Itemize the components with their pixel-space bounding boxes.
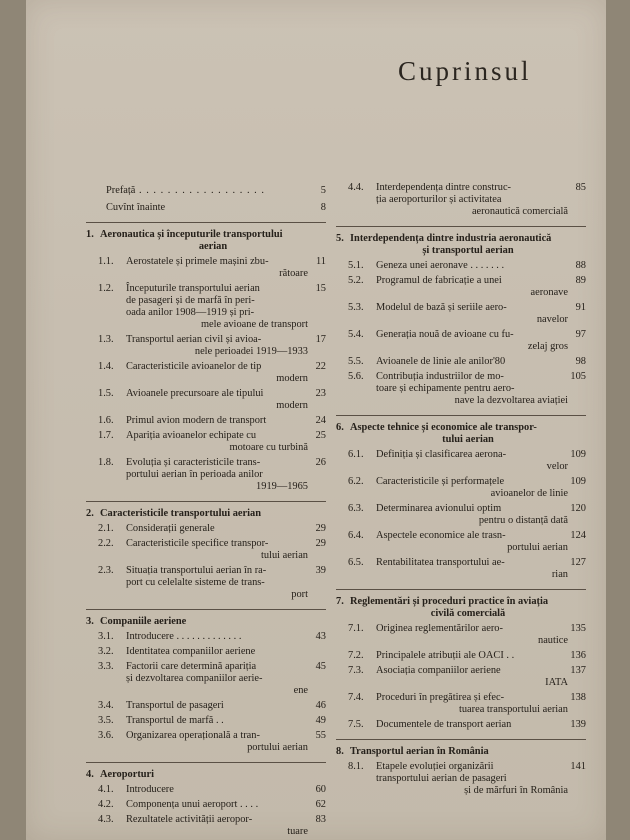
entry-line: Geneza unei aeronave . . . . . . .	[376, 260, 505, 271]
entry-line-last: nele perioadei 1919—1933	[194, 346, 308, 357]
toc-entry	[86, 334, 326, 358]
section-heading-line	[336, 422, 586, 434]
entry-number: 7.4.	[348, 692, 364, 703]
entry-title	[126, 538, 308, 562]
toc-entry	[86, 784, 326, 796]
entry-line-last: modern	[276, 373, 308, 384]
toc-entry	[336, 623, 586, 647]
entry-line-last: navelor	[536, 314, 568, 325]
entry-line: portului aerian în perioada anilor	[126, 469, 263, 480]
entry-page: 17	[315, 334, 326, 345]
entry-title	[126, 256, 308, 280]
toc-section	[86, 762, 326, 838]
entry-line-last: velor	[546, 461, 568, 472]
entry-page: 97	[575, 329, 586, 340]
section-number: 8.	[336, 746, 344, 757]
entry-title	[126, 730, 308, 754]
section-divider	[86, 222, 326, 223]
section-heading-line	[336, 233, 586, 245]
entry-line: Evoluția și caracteristicile trans-	[126, 457, 261, 468]
entry-number: 6.4.	[348, 530, 364, 541]
toc-section	[336, 589, 586, 731]
section-title: Transportul aerian în România	[350, 746, 489, 757]
toc-entry	[336, 275, 586, 299]
entry-title	[126, 646, 308, 658]
entry-title	[126, 457, 308, 493]
section-title-cont: tului aerian	[442, 434, 494, 445]
section-title: Companiile aeriene	[100, 616, 187, 627]
entry-page: 89	[575, 275, 586, 286]
toc-entry	[86, 799, 326, 811]
entry-title	[376, 623, 568, 647]
entry-line-last: pentru o distanță dată	[478, 515, 568, 526]
entry-line: Modelul de bază și seriile aero-	[376, 302, 507, 313]
section-heading-line	[86, 229, 326, 241]
section-heading-line	[86, 508, 326, 520]
toc-entry	[336, 329, 586, 353]
entry-line-last: tuare	[287, 826, 308, 837]
entry-number: 4.3.	[98, 814, 114, 825]
entry-line-last: nautice	[538, 635, 568, 646]
entry-title	[126, 523, 308, 535]
entry-number: 3.4.	[98, 700, 114, 711]
entry-line: transportului aerian de pasageri	[376, 773, 507, 784]
entry-page: 98	[575, 356, 586, 367]
entry-line-last: portului aerian	[507, 542, 568, 553]
entry-line-last: IATA	[545, 677, 568, 688]
toc-entry	[86, 430, 326, 454]
entry-page: 43	[315, 631, 326, 642]
section-number: 7.	[336, 596, 344, 607]
entry-page: 46	[315, 700, 326, 711]
entry-title	[376, 719, 568, 731]
entry-page: 60	[315, 784, 326, 795]
entry-line: Aerostatele și primele mașini zbu-	[126, 256, 269, 267]
entry-number: 7.1.	[348, 623, 364, 634]
toc-entry	[336, 260, 586, 272]
entry-line: Începuturile transportului aerian	[126, 283, 260, 294]
entry-number: 2.3.	[98, 565, 114, 576]
entry-line-last: portului aerian	[247, 742, 308, 753]
entry-number: 5.2.	[348, 275, 364, 286]
section-number: 1.	[86, 229, 94, 240]
entry-title	[126, 799, 308, 811]
section-title-cont: aerian	[198, 241, 228, 252]
entry-number: 5.3.	[348, 302, 364, 313]
toc-entry	[336, 371, 586, 407]
entry-line-last: mele avioane de transport	[200, 319, 308, 330]
entry-title	[376, 182, 568, 218]
entry-line: Considerații generale	[126, 523, 215, 534]
toc-entry	[336, 719, 586, 731]
entry-line: Rentabilitatea transportului ae-	[376, 557, 505, 568]
entry-line: Avioanele de linie ale anilor'80	[376, 356, 506, 367]
toc-entry	[86, 415, 326, 427]
entry-number: 5.5.	[348, 356, 364, 367]
entry-page: 29	[315, 523, 326, 534]
entry-title	[376, 503, 568, 527]
toc-entry	[86, 730, 326, 754]
entry-line: Proceduri în pregătirea și efec-	[376, 692, 505, 703]
entry-title	[126, 283, 308, 331]
section-heading	[336, 233, 586, 257]
entry-line: Definiția și clasificarea aerona-	[376, 449, 507, 460]
entry-line: Caracteristicile avioanelor de tip	[126, 361, 262, 372]
toc-entry	[336, 665, 586, 689]
entry-page: 25	[315, 430, 326, 441]
entry-page: 49	[315, 715, 326, 726]
entry-title	[376, 329, 568, 353]
entry-number: 5.4.	[348, 329, 364, 340]
section-number: 5.	[336, 233, 344, 244]
entry-line: Generația nouă de avioane cu fu-	[376, 329, 514, 340]
entry-number: 1.3.	[98, 334, 114, 345]
entry-title	[126, 784, 308, 796]
entry-page: 109	[570, 449, 586, 460]
toc-entry	[336, 692, 586, 716]
entry-line: oada anilor 1908—1919 și pri-	[126, 307, 255, 318]
entry-number: 1.8.	[98, 457, 114, 468]
toc-section	[336, 415, 586, 581]
entry-title	[126, 715, 308, 727]
toc-entry	[86, 538, 326, 562]
entry-line: Contribuția industriilor de mo-	[376, 371, 504, 382]
toc-section	[336, 739, 586, 797]
entry-line: Transportul de pasageri	[126, 700, 224, 711]
entry-number: 3.6.	[98, 730, 114, 741]
toc-section	[86, 609, 326, 754]
section-title: Aeronautica și începuturile transportului	[100, 229, 283, 240]
entry-line-last: nave la dezvoltarea aviației	[454, 395, 568, 406]
entry-number: 4.1.	[98, 784, 114, 795]
entry-number: 3.5.	[98, 715, 114, 726]
entry-line-last: rian	[551, 569, 568, 580]
entry-title	[126, 361, 308, 385]
section-divider	[336, 415, 586, 416]
entry-line-last: zelaj gros	[527, 341, 568, 352]
section-divider	[86, 762, 326, 763]
entry-line: ția aeroporturilor și activitatea	[376, 194, 502, 205]
entry-page: 137	[570, 665, 586, 676]
section-heading-line	[336, 746, 586, 758]
entry-page	[308, 646, 326, 658]
entry-line: Documentele de transport aerian	[376, 719, 512, 730]
section-divider	[86, 609, 326, 610]
entry-page: 109	[570, 476, 586, 487]
toc-entry	[336, 182, 586, 218]
entry-title	[126, 814, 308, 838]
section-number: 3.	[86, 616, 94, 627]
entry-number: 6.3.	[348, 503, 364, 514]
toc-right-column	[336, 182, 586, 797]
toc-entry	[86, 256, 326, 280]
entry-page: 45	[315, 661, 326, 672]
entry-line: și dezvoltarea companiilor aerie-	[126, 673, 263, 684]
section-number: 2.	[86, 508, 94, 519]
entry-number: 2.2.	[98, 538, 114, 549]
entry-line-last: port	[291, 589, 308, 600]
entry-page: 141	[570, 761, 586, 772]
entry-line: Interdependența dintre construc-	[376, 182, 512, 193]
toc-entry	[336, 503, 586, 527]
entry-line: Caracteristicile specifice transpor-	[126, 538, 269, 549]
entry-title	[376, 530, 568, 554]
section-divider	[336, 739, 586, 740]
toc-entry	[336, 356, 586, 368]
entry-line-last: motoare cu turbină	[229, 442, 308, 453]
entry-line: Primul avion modern de transport	[126, 415, 267, 426]
section-heading	[336, 746, 586, 758]
entry-line: Rezultatele activității aeropor-	[126, 814, 253, 825]
entry-page: 127	[570, 557, 586, 568]
entry-line: Transportul aerian civil și avioa-	[126, 334, 262, 345]
entry-title	[376, 650, 568, 662]
toc-section	[86, 501, 326, 601]
entry-line-last: ene	[293, 685, 308, 696]
entry-line: Originea reglementărilor aero-	[376, 623, 503, 634]
entry-title	[376, 557, 568, 581]
entry-number: 3.3.	[98, 661, 114, 672]
section-title: Interdependența dintre industria aeronautică	[350, 233, 552, 244]
entry-line: Etapele evoluției organizării	[376, 761, 494, 772]
entry-number: 5.6.	[348, 371, 364, 382]
entry-line-last: 1919—1965	[256, 481, 308, 492]
entry-line: Introducere	[126, 784, 174, 795]
section-title: Aeroporturi	[100, 769, 155, 780]
entry-number: 7.3.	[348, 665, 364, 676]
book-page	[26, 0, 606, 840]
entry-number: 5.1.	[348, 260, 364, 271]
entry-title	[126, 334, 308, 358]
toc-left-column	[86, 182, 326, 838]
entry-line: Organizarea operațională a tran-	[126, 730, 260, 741]
entry-title	[376, 449, 568, 473]
entry-line: Caracteristicile și performațele	[376, 476, 505, 487]
entry-line: Determinarea avionului optim	[376, 503, 502, 514]
entry-page: 138	[570, 692, 586, 703]
toc-entry	[86, 631, 326, 643]
toc-entry	[336, 650, 586, 662]
entry-line-last: aeronave	[530, 287, 568, 298]
entry-page: 91	[575, 302, 586, 313]
section-divider	[336, 589, 586, 590]
toc-entry	[86, 283, 326, 331]
entry-line: Transportul de marfă . .	[126, 715, 224, 726]
entry-page: 120	[570, 503, 586, 514]
entry-number: 7.5.	[348, 719, 364, 730]
entry-line: Programul de fabricație a unei	[376, 275, 502, 286]
entry-number: 3.2.	[98, 646, 114, 657]
entry-title	[376, 302, 568, 326]
toc-entry	[86, 388, 326, 412]
entry-title	[126, 430, 308, 454]
toc-entry	[86, 361, 326, 385]
section-number: 4.	[86, 769, 94, 780]
section-divider	[86, 501, 326, 502]
entry-page: 15	[315, 283, 326, 294]
entry-line: Introducere . . . . . . . . . . . . .	[126, 631, 242, 642]
entry-title	[376, 356, 568, 368]
entry-number: 4.2.	[98, 799, 114, 810]
entry-number: 1.4.	[98, 361, 114, 372]
toc-entry	[86, 814, 326, 838]
section-heading	[86, 769, 326, 781]
section-title-cont: și transportul aerian	[422, 245, 514, 256]
section-heading	[86, 229, 326, 253]
entry-page: 85	[575, 182, 586, 193]
entry-line: Componența unui aeroport . . . .	[126, 799, 259, 810]
toc-section	[336, 226, 586, 407]
entry-title	[126, 388, 308, 412]
entry-line-last: tuarea transportului aerian	[458, 704, 568, 715]
entry-line: Apariția avioanelor echipate cu	[126, 430, 257, 441]
entry-page: 11	[315, 256, 326, 267]
entry-number: 7.2.	[348, 650, 364, 661]
toc-entry-prefata: Prefață . . . . . . . . . . . . . . . . . . 5	[106, 185, 326, 196]
toc-entry	[86, 661, 326, 697]
entry-line: Identitatea companiilor aeriene	[126, 646, 256, 657]
section-title: Caracteristicile transportului aerian	[100, 508, 262, 519]
entry-title	[126, 631, 308, 643]
entry-title	[126, 700, 308, 712]
entry-page: 23	[315, 388, 326, 399]
toc-entry	[336, 557, 586, 581]
entry-page: 22	[315, 361, 326, 372]
entry-title	[376, 260, 568, 272]
entry-number: 4.4.	[348, 182, 364, 193]
toc-entry	[336, 476, 586, 500]
entry-number: 1.7.	[98, 430, 114, 441]
section-heading	[336, 422, 586, 446]
entry-number: 8.1.	[348, 761, 364, 772]
entry-number: 3.1.	[98, 631, 114, 642]
toc-entry	[86, 457, 326, 493]
entry-line: Aspectele economice ale trasn-	[376, 530, 506, 541]
section-heading-line	[86, 769, 326, 781]
entry-line: port cu celelalte sisteme de trans-	[126, 577, 265, 588]
entry-line-last: și de mărfuri în România	[464, 785, 568, 796]
toc-section	[86, 222, 326, 493]
entry-page: 26	[315, 457, 326, 468]
entry-line: toare și echipamente pentru aero-	[376, 383, 515, 394]
entry-line-last: avioanelor de linie	[490, 488, 568, 499]
entry-title	[126, 415, 308, 427]
entry-number: 2.1.	[98, 523, 114, 534]
entry-line-last: tului aerian	[260, 550, 308, 561]
section-title: Aspecte tehnice și economice ale transpor-	[350, 422, 537, 433]
entry-number: 1.1.	[98, 256, 114, 267]
section-heading-line	[336, 596, 586, 608]
entry-number: 1.5.	[98, 388, 114, 399]
toc-entry	[86, 565, 326, 601]
entry-line: Factorii care determină apariția	[126, 661, 257, 672]
entry-title	[376, 371, 568, 407]
entry-title	[376, 275, 568, 299]
toc-entry-cuvint: Cuvînt înainte 8	[106, 202, 326, 213]
entry-line: Avioanele precursoare ale tipului	[126, 388, 264, 399]
section-title: Reglementări și proceduri practice în aviația	[350, 596, 549, 607]
entry-page: 124	[570, 530, 586, 541]
entry-page: 29	[315, 538, 326, 549]
entry-page: 24	[315, 415, 326, 426]
entry-page: 39	[315, 565, 326, 576]
entry-line: Asociația companiilor aeriene	[376, 665, 501, 676]
entry-line: Situația transportului aerian în ra-	[126, 565, 267, 576]
toc-entry	[336, 449, 586, 473]
toc-entry	[336, 530, 586, 554]
toc-entry	[336, 761, 586, 797]
section-heading-line	[86, 616, 326, 628]
entry-line-last: rătoare	[279, 268, 308, 279]
entry-page: 136	[570, 650, 586, 661]
entry-number: 6.1.	[348, 449, 364, 460]
toc-entry	[86, 523, 326, 535]
section-heading	[86, 508, 326, 520]
toc-entry	[86, 700, 326, 712]
entry-page: 105	[570, 371, 586, 382]
entry-title	[376, 761, 568, 797]
entry-title	[126, 565, 308, 601]
entry-number: 1.6.	[98, 415, 114, 426]
entry-title	[376, 692, 568, 716]
entry-page: 55	[315, 730, 326, 741]
entry-line: de pasageri și de marfă în peri-	[126, 295, 255, 306]
entry-page: 135	[570, 623, 586, 634]
section-divider	[336, 226, 586, 227]
entry-page: 139	[570, 719, 586, 730]
entry-line: Principalele atribuții ale OACI . .	[376, 650, 515, 661]
section-number: 6.	[336, 422, 344, 433]
entry-title	[376, 476, 568, 500]
entry-line-last: aeronautică comercială	[471, 206, 568, 217]
section-title-cont: civilă comercială	[430, 608, 506, 619]
entry-number: 6.2.	[348, 476, 364, 487]
entry-page: 62	[315, 799, 326, 810]
entry-page: 83	[315, 814, 326, 825]
toc-entry	[86, 646, 326, 658]
entry-number: 1.2.	[98, 283, 114, 294]
section-heading	[86, 616, 326, 628]
entry-page: 88	[575, 260, 586, 271]
entry-title	[376, 665, 568, 689]
entry-title	[126, 661, 308, 697]
toc-entry	[336, 302, 586, 326]
section-heading	[336, 596, 586, 620]
entry-line-last: modern	[276, 400, 308, 411]
toc-entry	[86, 715, 326, 727]
page-title: Cuprinsul	[398, 56, 532, 86]
entry-number: 6.5.	[348, 557, 364, 568]
